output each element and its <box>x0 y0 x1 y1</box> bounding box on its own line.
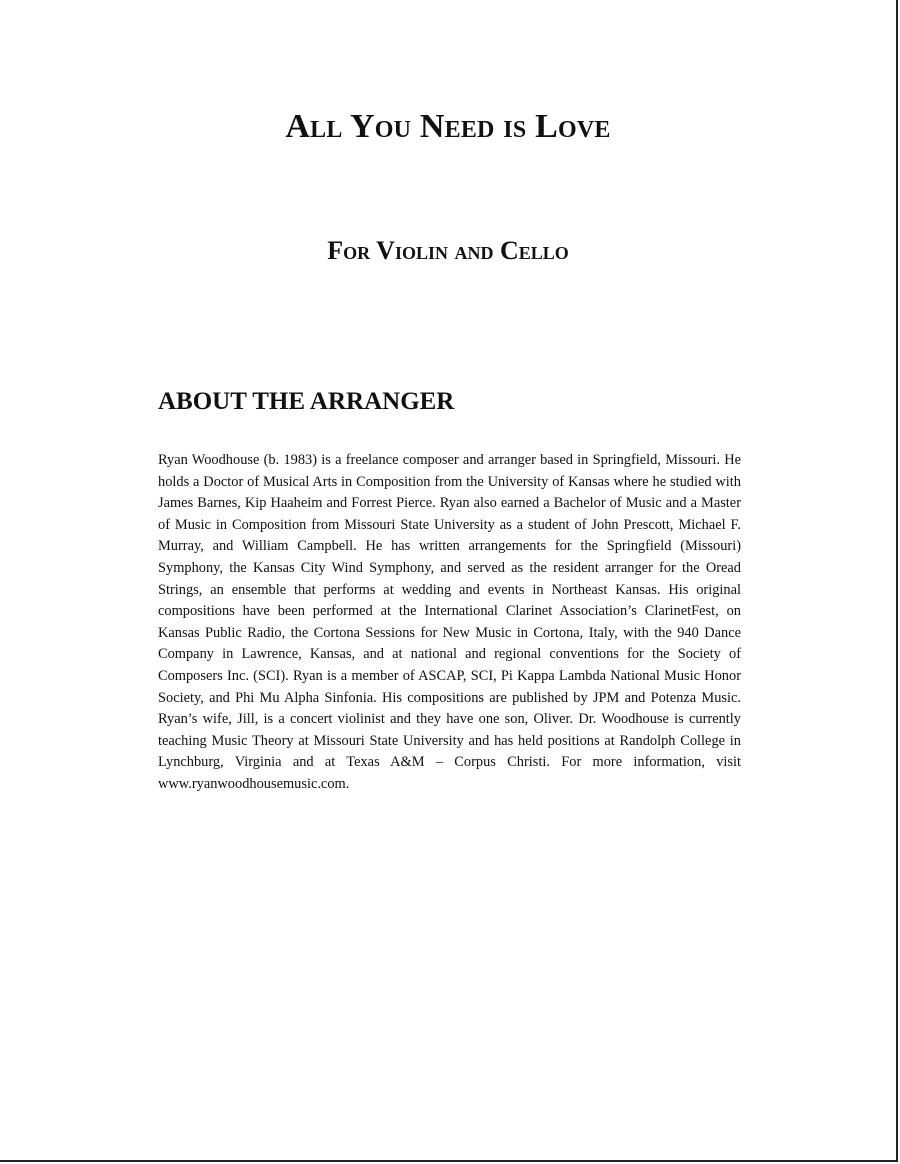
page-subtitle: For Violin and Cello <box>327 236 569 265</box>
arranger-bio-paragraph: Ryan Woodhouse (b. 1983) is a freelance composer and arranger based in Springfield, Missouri. He holds a Doctor of Musical Arts in Composition from the University of Kansas where he studied with James Barnes, Kip Haaheim and Forrest Pierce. Ryan also earned a Bachelor of Music and a Master of Music in Composition from Missouri State University as a student of John Prescott, Michael F. Murray, and William Campbell. He has written arrangements for the Springfield (Missouri) Symphony, the Kansas City Wind Symphony, and served as the resident arranger for the Oread Strings, an ensemble that performs at wedding and events in Northeast Kansas. His original compositions have been performed at the International Clarinet Association’s ClarinetFest, on Kansas Public Radio, the Cortona Sessions for New Music in Cortona, Italy, with the 940 Dance Company in Lawrence, Kansas, and at national and regional conventions for the Society of Composers Inc. (SCI). Ryan is a member of ASCAP, SCI, Pi Kappa Lambda National Music Honor Society, and Phi Mu Alpha Sinfonia. His compositions are published by JPM and Potenza Music. Ryan’s wife, Jill, is a concert violinist and they have one son, Oliver. Dr. Woodhouse is currently teaching Music Theory at Missouri State University and has held positions at Randolph College in Lynchburg, Virginia and at Texas A&M – Corpus Christi. For more information, visit www.ryanwoodhousemusic.com. <box>158 452 741 792</box>
section-heading-about-arranger: ABOUT THE ARRANGER <box>158 388 455 415</box>
page-title: All You Need is Love <box>285 108 611 145</box>
